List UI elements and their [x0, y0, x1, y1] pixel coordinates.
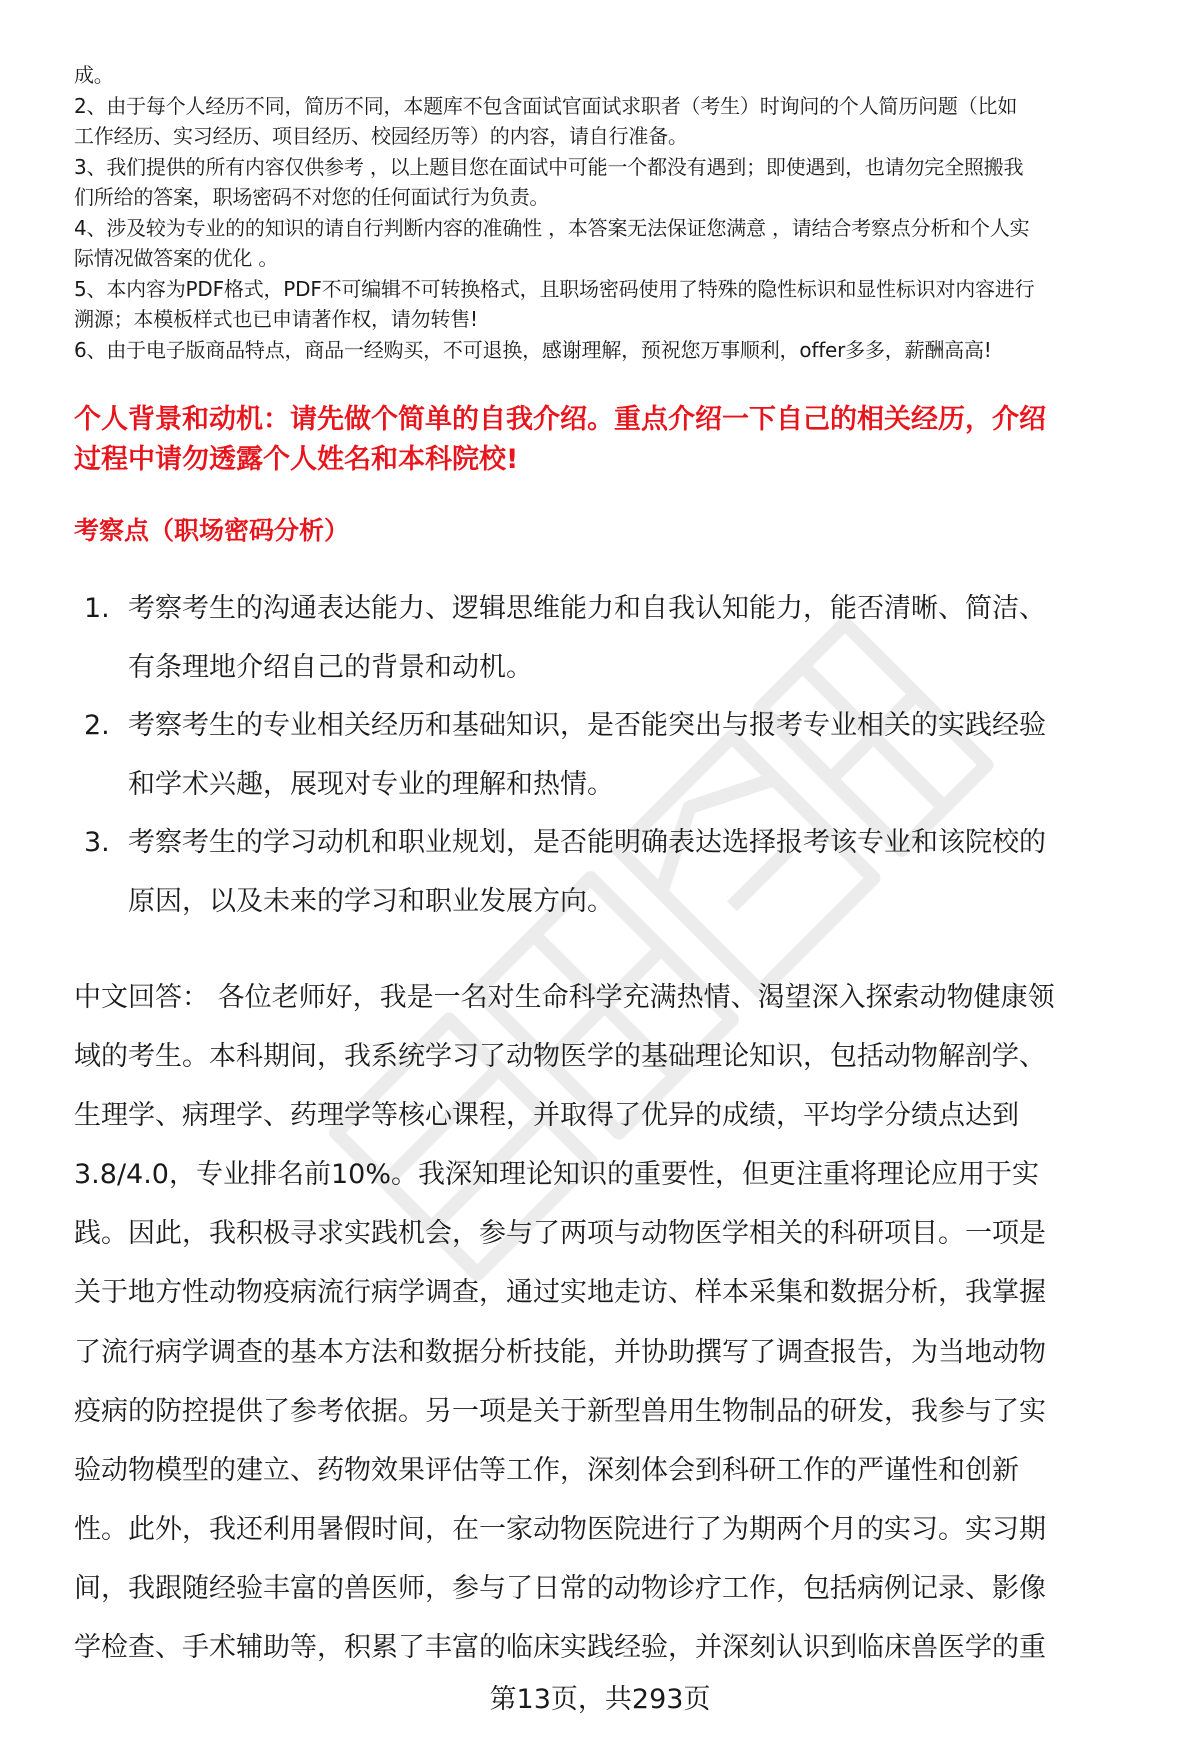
note-line: 4、涉及较为专业的的知识的请自行判断内容的准确性 ，本答案无法保证您满意 ，请结合考察点分析和个人实: [74, 215, 1030, 240]
answer-line: 域的考生。本科期间，我系统学习了动物医学的基础理论知识，包括动物解剖学、: [74, 1041, 1046, 1073]
answer-line: 了流行病学调查的基本方法和数据分析技能，并协助撰写了调查报告，为当地动物: [74, 1336, 1046, 1368]
answer-line: 生理学、病理学、药理学等核心课程，并取得了优异的成绩，平均学分绩点达到: [74, 1100, 1019, 1132]
note-line: 成。: [74, 63, 114, 87]
list-item: [84, 814, 1164, 931]
list-number: 2.: [84, 710, 110, 741]
note-line: 工作经历、实习经历、项目经历、校园经历等）的内容，请自行准备。: [74, 124, 688, 148]
answer-line: 间，我跟随经验丰富的兽医师，参与了日常的动物诊疗工作，包括病例记录、影像: [74, 1572, 1046, 1604]
answer-line: 践。因此，我积极寻求实践机会，参与了两项与动物医学相关的科研项目。一项是: [74, 1218, 1046, 1250]
answer-line: 关于地方性动物疫病流行病学调查，通过实地走访、样本采集和数据分析，我掌握: [74, 1277, 1046, 1309]
note-line: 3、我们提供的所有内容仅供参考 ，以上题目您在面试中可能一个都没有遇到；即使遇到，也请勿完全照搬我: [74, 154, 1024, 179]
answer-line: 3.8/4.0，专业排名前10%。我深知理论知识的重要性，但更注重将理论应用于实: [74, 1159, 1039, 1191]
chinese-answer: [74, 968, 1164, 1677]
answer-line: 验动物模型的建立、药物效果评估等工作，深刻体会到科研工作的严谨性和创新: [74, 1454, 1019, 1486]
answer-line: 疫病的防控提供了参考依据。另一项是关于新型兽用生物制品的研发，我参与了实: [74, 1395, 1046, 1427]
question-line-2: 过程中请勿透露个人姓名和本科院校!: [74, 444, 519, 475]
point-text-line: 考察考生的学习动机和职业规划，是否能明确表达选择报考该专业和该院校的: [128, 827, 1046, 858]
list-item: [84, 697, 1164, 814]
list-number: 3.: [84, 827, 110, 858]
interview-question: [74, 400, 1154, 480]
note-line: 们所给的答案，职场密码不对您的任何面试行为负责。: [74, 185, 550, 209]
kaocha-points-list: [84, 580, 1164, 931]
list-number: 1.: [84, 593, 110, 624]
note-line: 2、由于每个人经历不同，简历不同，本题库不包含面试官面试求职者（考生）时询问的个人简历问题（比如: [74, 93, 1018, 118]
page-number: 第13页，共293页: [489, 1684, 711, 1715]
note-line: 5、本内容为PDF格式，PDF不可编辑不可转换格式，且职场密码使用了特殊的隐性标识和显性标识对内容进行: [74, 276, 1035, 301]
point-text-line: 考察考生的专业相关经历和基础知识，是否能突出与报考专业相关的实践经验: [128, 710, 1046, 741]
question-line-1: 个人背景和动机：请先做个简单的自我介绍。重点介绍一下自己的相关经历，介绍: [74, 404, 1046, 435]
note-line: 6、由于电子版商品特点，商品一经购买，不可退换，感谢理解，预祝您万事顺利，offer多多，薪酬高高!: [74, 337, 992, 362]
point-text-line: 考察考生的沟通表达能力、逻辑思维能力和自我认知能力，能否清晰、简洁、: [128, 593, 1046, 624]
note-line: 溯源；本模板样式也已申请著作权，请勿转售!: [74, 307, 478, 331]
list-item: [84, 580, 1164, 697]
note-line: 际情况做答案的优化 。: [74, 246, 279, 270]
answer-line: 中文回答： 各位老师好，我是一名对生命科学充满热情、渴望深入探索动物健康领: [74, 982, 1055, 1013]
disclaimer-notes: [74, 60, 1154, 365]
answer-line: 学检查、手术辅助等，积累了丰富的临床实践经验，并深刻认识到临床兽医学的重: [74, 1632, 1046, 1664]
point-text-line: 有条理地介绍自己的背景和动机。: [128, 651, 533, 683]
point-text-line: 原因，以及未来的学习和职业发展方向。: [128, 885, 614, 917]
kaocha-heading: 考察点（职场密码分析）: [74, 516, 350, 545]
answer-line: 性。此外，我还利用暑假时间，在一家动物医院进行了为期两个月的实习。实习期: [74, 1513, 1046, 1545]
point-text-line: 和学术兴趣，展现对专业的理解和热情。: [128, 768, 614, 800]
